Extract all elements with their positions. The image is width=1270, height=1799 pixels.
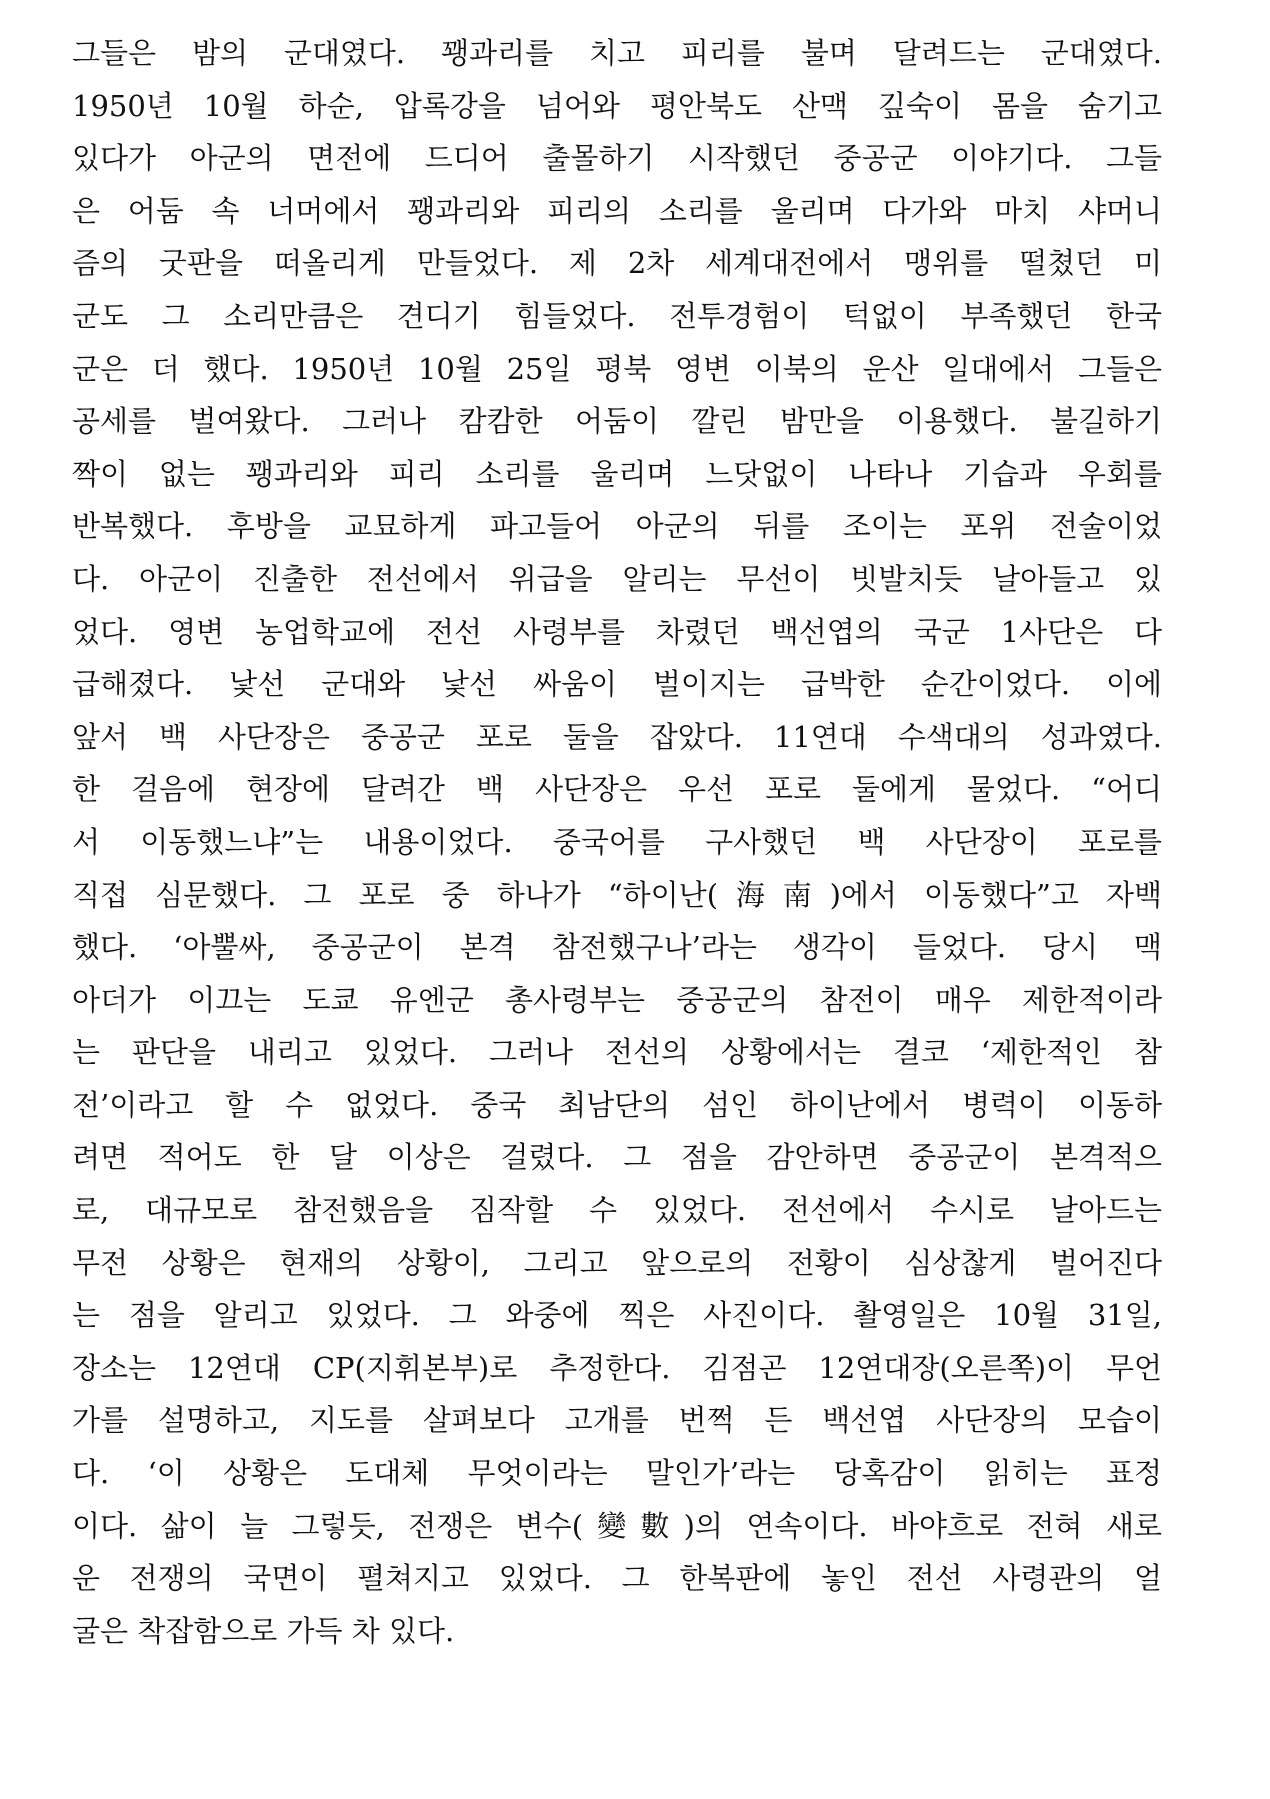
text-line: 앞서 백 사단장은 중공군 포로 둘을 잡았다. 11연대 수색대의 성과였다.: [72, 719, 1162, 754]
document-body: [72, 27, 1162, 1657]
text-line: 전’이라고 할 수 없었다. 중국 최남단의 섬인 하이난에서 병력이 이동하: [72, 1087, 1162, 1122]
text-line: 려면 적어도 한 달 이상은 걸렸다. 그 점을 감안하면 중공군이 본격적으: [72, 1140, 1162, 1175]
text-line: 그들은 밤의 군대였다. 꽹과리를 치고 피리를 불며 달려드는 군대였다.: [72, 36, 1162, 70]
text-line: 공세를 벌여왔다. 그러나 캄캄한 어둠이 깔린 밤만을 이용했다. 불길하기: [72, 404, 1162, 439]
text-line: 아더가 이끄는 도쿄 유엔군 총사령부는 중공군의 참전이 매우 제한적이라: [72, 982, 1162, 1017]
text-line: 군은 더 했다. 1950년 10월 25일 평북 영변 이북의 운산 일대에서 그들은: [72, 351, 1162, 386]
text-line: 가를 설명하고, 지도를 살펴보다 고개를 번쩍 든 백선엽 사단장의 모습이: [72, 1403, 1162, 1438]
text-line: 었다. 영변 농업학교에 전선 사령부를 차렸던 백선엽의 국군 1사단은 다: [72, 614, 1162, 649]
text-line: 직접 심문했다. 그 포로 중 하나가 “하이난(海南)에서 이동했다”고 자백: [72, 877, 1162, 912]
text-line: 있다가 아군의 면전에 드디어 출몰하기 시작했던 중공군 이야기다. 그들: [72, 141, 1162, 176]
text-line: 다. 아군이 진출한 전선에서 위급을 알리는 무선이 빗발치듯 날아들고 있: [72, 561, 1162, 596]
text-line: 무전 상황은 현재의 상황이, 그리고 앞으로의 전황이 심상찮게 벌어진다: [72, 1245, 1162, 1280]
text-line: 는 판단을 내리고 있었다. 그러나 전선의 상황에서는 결코 ‘제한적인 참: [72, 1035, 1162, 1070]
text-line: 장소는 12연대 CP(지휘본부)로 추정한다. 김점곤 12연대장(오른쪽)이 무언: [72, 1350, 1162, 1385]
text-line: 는 점을 알리고 있었다. 그 와중에 찍은 사진이다. 촬영일은 10월 31일,: [72, 1298, 1162, 1333]
text-line: 군도 그 소리만큼은 견디기 힘들었다. 전투경험이 턱없이 부족했던 한국: [72, 298, 1162, 333]
text-line: 즘의 굿판을 떠올리게 만들었다. 제 2차 세계대전에서 맹위를 떨쳤던 미: [72, 246, 1162, 281]
text-line: 다. ‘이 상황은 도대체 무엇이라는 말인가’라는 당혹감이 읽히는 표정: [72, 1456, 1162, 1491]
text-line: 로, 대규모로 참전했음을 짐작할 수 있었다. 전선에서 수시로 날아드는: [72, 1193, 1162, 1228]
text-line-last: 굴은 착잡함으로 가득 차 있다.: [72, 1613, 455, 1648]
text-line: 은 어둠 속 너머에서 꽹과리와 피리의 소리를 울리며 다가와 마치 샤머니: [72, 193, 1162, 228]
text-line: 서 이동했느냐”는 내용이었다. 중국어를 구사했던 백 사단장이 포로를: [72, 824, 1162, 859]
text-line: 급해졌다. 낯선 군대와 낯선 싸움이 벌이지는 급박한 순간이었다. 이에: [72, 667, 1162, 702]
text-line: 운 전쟁의 국면이 펼쳐지고 있었다. 그 한복판에 놓인 전선 사령관의 얼: [72, 1561, 1162, 1596]
text-line: 했다. ‘아뿔싸, 중공군이 본격 참전했구나’라는 생각이 들었다. 당시 맥: [72, 930, 1162, 965]
text-line: 반복했다. 후방을 교묘하게 파고들어 아군의 뒤를 조이는 포위 전술이었: [72, 509, 1162, 544]
text-line: 이다. 삶이 늘 그렇듯, 전쟁은 변수(變數)의 연속이다. 바야흐로 전혀 새로: [72, 1508, 1162, 1543]
text-line: 짝이 없는 꽹과리와 피리 소리를 울리며 느닷없이 나타나 기습과 우회를: [72, 456, 1162, 491]
text-line: 한 걸음에 현장에 달려간 백 사단장은 우선 포로 둘에게 물었다. “어디: [72, 772, 1162, 807]
text-line: 1950년 10월 하순, 압록강을 넘어와 평안북도 산맥 깊숙이 몸을 숨기고: [72, 88, 1162, 123]
